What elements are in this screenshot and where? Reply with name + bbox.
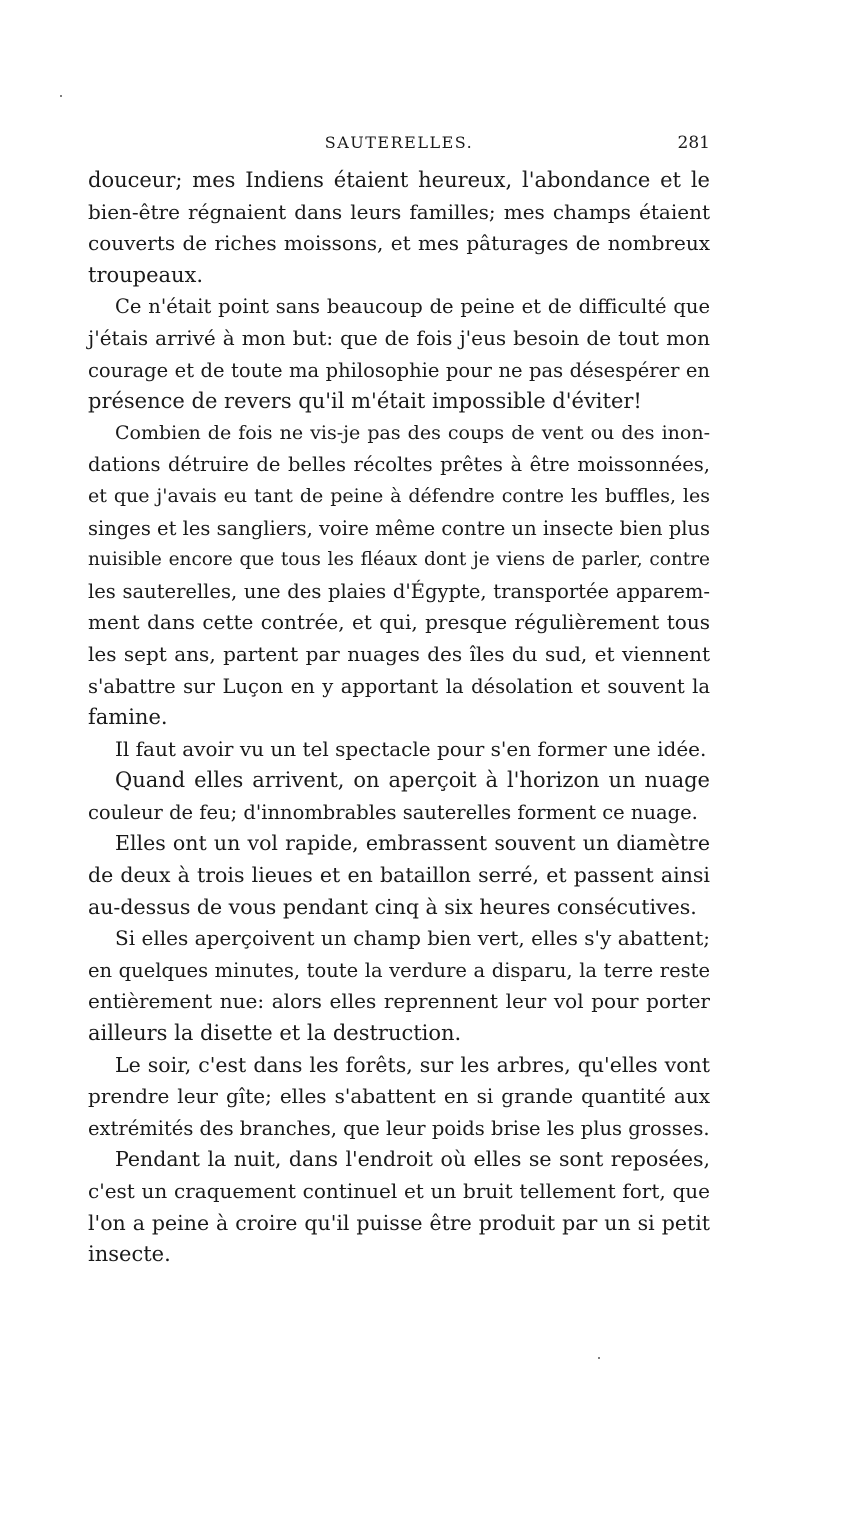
text-line: ailleurs la disette et la destruction. [88, 1021, 462, 1046]
paragraph [88, 165, 710, 291]
text-line: prendre leur gîte; elles s'abattent en si grande quantité aux [88, 1084, 710, 1109]
text-line: s'abattre sur Luçon en y apportant la désolation et souvent la [88, 674, 710, 698]
paragraph [88, 1050, 710, 1145]
text-line: présence de revers qu'il m'était impossible d'éviter! [88, 389, 642, 414]
text-line: ment dans cette contrée, et qui, presque régulièrement tous [88, 610, 710, 635]
text-line: couleur de feu; d'innombrables sauterelles forment ce nuage. [88, 800, 698, 824]
paragraph [88, 923, 710, 1049]
running-title: SAUTERELLES. [324, 133, 474, 152]
text-line: insecte. [88, 1242, 171, 1267]
paragraph [88, 734, 710, 766]
page-number: 281 [677, 133, 710, 153]
text-line: douceur; mes Indiens étaient heureux, l'abondance et le [88, 168, 710, 192]
text-line: Pendant la nuit, dans l'endroit où elles se sont reposées, [115, 1147, 710, 1172]
text-line: singes et les sangliers, voire même contre un insecte bien plus [88, 516, 710, 540]
paragraph [88, 291, 710, 417]
page-header [88, 133, 710, 157]
text-line: entièrement nue: alors elles reprennent leur vol pour porter [88, 989, 710, 1014]
text-line: extrémités des branches, que leur poids brise les plus grosses. [88, 1116, 710, 1140]
text-line: en quelques minutes, toute la verdure a disparu, la terre reste [88, 958, 710, 982]
text-line: c'est un craquement continuel et un bruit tellement fort, que [88, 1179, 710, 1203]
text-line: Il faut avoir vu un tel spectacle pour s'en former une idée. [115, 736, 707, 761]
paper-speck [60, 95, 62, 97]
text-line: Elles ont un vol rapide, embrassent souvent un diamètre [115, 831, 710, 856]
body-text [88, 165, 710, 1271]
text-line: troupeaux. [88, 262, 204, 287]
text-line: courage et de toute ma philosophie pour ne pas désespérer en [88, 358, 710, 382]
text-line: couverts de riches moissons, et mes pâturages de nombreux [88, 231, 710, 256]
paragraph [88, 1144, 710, 1270]
text-line: Combien de fois ne vis-je pas des coups de vent ou des inon- [115, 421, 710, 444]
paragraph [88, 765, 710, 828]
text-line: famine. [88, 705, 168, 730]
text-line: dations détruire de belles récoltes prêtes à être moissonnées, [88, 453, 710, 477]
paragraph [88, 828, 710, 923]
paper-speck [598, 1357, 600, 1359]
text-line: et que j'avais eu tant de peine à défendre contre les buffles, les [88, 484, 710, 507]
text-line: de deux à trois lieues et en bataillon serré, et passent ainsi [88, 863, 710, 888]
text-line: Quand elles arrivent, on aperçoit à l'horizon un nuage [115, 768, 710, 793]
text-line: les sept ans, partent par nuages des îles du sud, et viennent [88, 641, 710, 666]
text-line: l'on a peine à croire qu'il puisse être produit par un si petit [88, 1210, 710, 1235]
text-line: Le soir, c'est dans les forêts, sur les arbres, qu'elles vont [115, 1052, 710, 1077]
paragraph [88, 418, 710, 734]
text-line: Ce n'était point sans beaucoup de peine et de difficulté que [115, 295, 710, 319]
text-line: nuisible encore que tous les fléaux dont je viens de parler, contre [88, 549, 710, 571]
text-line: Si elles aperçoivent un champ bien vert, elles s'y abattent; [115, 926, 710, 951]
text-line: les sauterelles, une des plaies d'Égypte, transportée apparem- [88, 579, 710, 603]
text-line: au-dessus de vous pendant cinq à six heures consécutives. [88, 894, 697, 919]
text-line: bien-être régnaient dans leurs familles; mes champs étaient [88, 199, 710, 224]
text-line: j'étais arrivé à mon but: que de fois j'eus besoin de tout mon [88, 325, 710, 350]
